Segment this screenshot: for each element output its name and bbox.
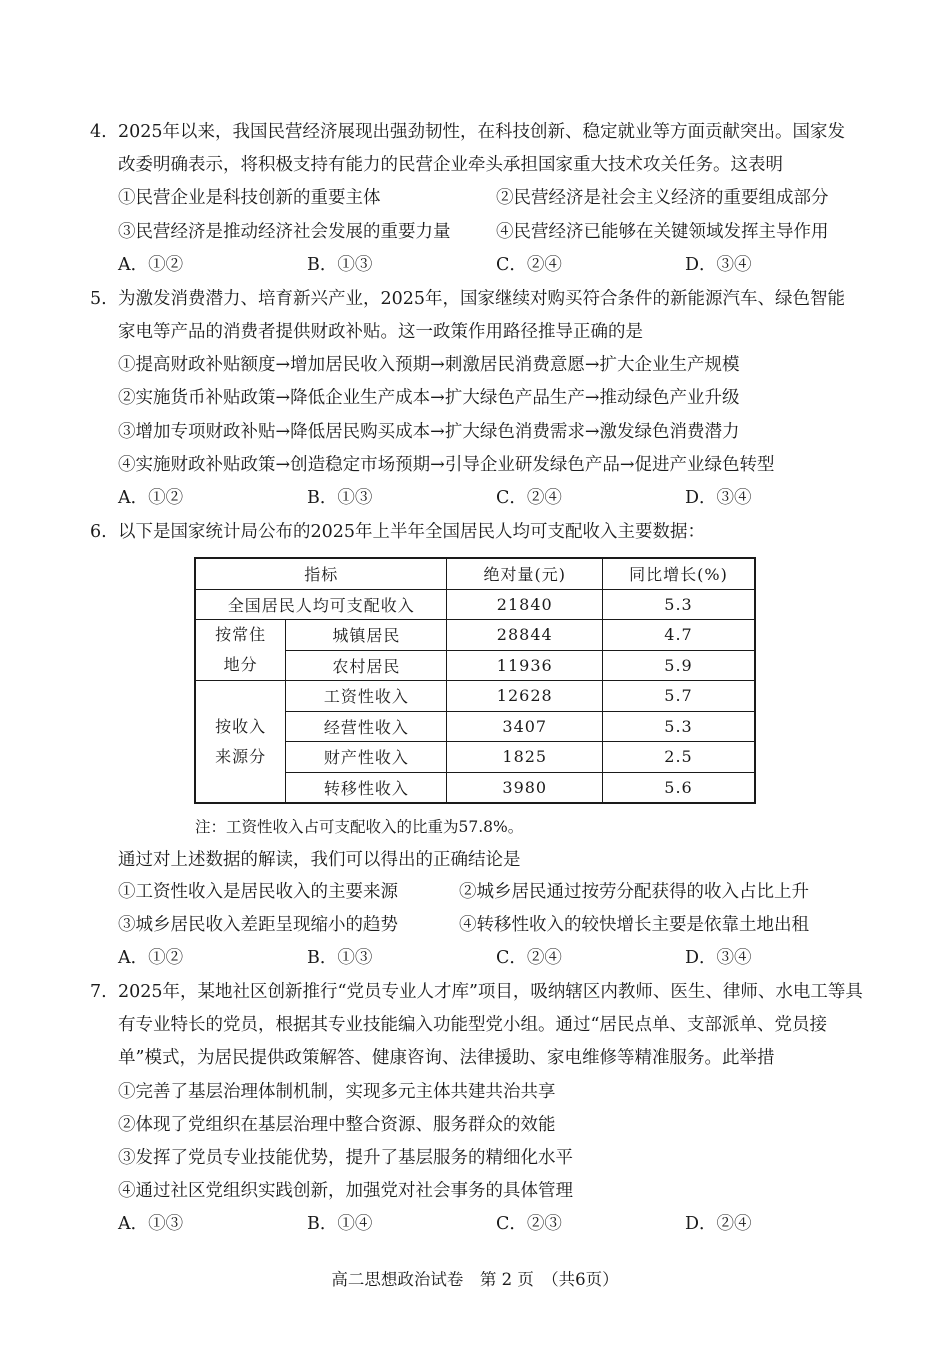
q4-statement-2: ②民营经济是社会主义经济的重要组成部分 xyxy=(496,188,829,208)
q7-option-d: D．②④ xyxy=(685,1214,752,1234)
q7-option-a: A．①③ xyxy=(118,1214,184,1234)
table-header-growth: 同比增长(%) xyxy=(603,558,755,589)
table-header-amount: 绝对量(元) xyxy=(447,558,603,589)
q7-stem-line-2: 有专业特长的党员，根据其专业技能编入功能型党小组。通过“居民点单、支部派单、党员接 xyxy=(118,1015,827,1035)
q5-number: 5. xyxy=(90,289,107,309)
q7-option-c: C．②③ xyxy=(496,1214,562,1234)
q6-intro: 以下是国家统计局公布的2025年上半年全国居民人均可支配收入主要数据： xyxy=(118,522,706,542)
table-group-label-residence xyxy=(195,620,286,681)
group-label-line: 地分 xyxy=(223,655,258,674)
q5-option-c: C．②④ xyxy=(496,488,562,508)
table-row-label: 城镇居民 xyxy=(286,620,447,651)
q4-statement-3: ③民营经济是推动经济社会发展的重要力量 xyxy=(118,222,451,242)
q6-option-c: C．②④ xyxy=(496,948,562,968)
q6-statement-2: ②城乡居民通过按劳分配获得的收入占比上升 xyxy=(459,882,809,902)
table-row-value: 21840 xyxy=(447,589,603,620)
q7-number: 7. xyxy=(90,982,107,1002)
q7-statement-4: ④通过社区党组织实践创新，加强党对社会事务的具体管理 xyxy=(118,1181,573,1201)
table-row xyxy=(195,620,755,651)
q4-statement-4: ④民营经济已能够在关键领域发挥主导作用 xyxy=(496,222,829,242)
q5-option-a: A．①② xyxy=(118,488,184,508)
q4-option-a: A．①② xyxy=(118,255,184,275)
q7-option-b: B．①④ xyxy=(307,1214,373,1234)
table-row-label: 全国居民人均可支配收入 xyxy=(195,589,447,620)
table-row-value: 12628 xyxy=(447,681,603,712)
table-row-growth: 5.6 xyxy=(603,772,755,803)
table-row-growth: 5.3 xyxy=(603,711,755,742)
q7-statement-3: ③发挥了党员专业技能优势，提升了基层服务的精细化水平 xyxy=(118,1148,573,1168)
table-row-growth: 5.7 xyxy=(603,681,755,712)
table-row-label: 财产性收入 xyxy=(286,742,447,773)
q4-option-c: C．②④ xyxy=(496,255,562,275)
table-row-growth: 5.3 xyxy=(603,589,755,620)
table-header-row xyxy=(195,558,755,589)
q6-number: 6. xyxy=(90,522,107,542)
q5-statement-3: ③增加专项财政补贴→降低居民购买成本→扩大绿色消费需求→激发绿色消费潜力 xyxy=(118,422,740,442)
q4-stem-line-1: 2025年以来，我国民营经济展现出强劲韧性，在科技创新、稳定就业等方面贡献突出。国家发 xyxy=(118,122,846,142)
q4-option-d: D．③④ xyxy=(685,255,752,275)
table-row xyxy=(195,589,755,620)
q7-statement-2: ②体现了党组织在基层治理中整合资源、服务群众的效能 xyxy=(118,1115,556,1135)
table-header-indicator: 指标 xyxy=(195,558,447,589)
income-table xyxy=(194,557,756,804)
q5-statement-4: ④实施财政补贴政策→创造稳定市场预期→引导企业研发绿色产品→促进产业绿色转型 xyxy=(118,455,775,475)
group-label-line: 按常住 xyxy=(215,625,267,644)
table-row-value: 28844 xyxy=(447,620,603,651)
q6-option-b: B．①③ xyxy=(307,948,373,968)
q5-statement-1: ①提高财政补贴额度→增加居民收入预期→刺激居民消费意愿→扩大企业生产规模 xyxy=(118,355,740,375)
q7-stem-line-3: 单”模式，为居民提供政策解答、健康咨询、法律援助、家电维修等精准服务。此举措 xyxy=(118,1048,775,1068)
table-row-label: 转移性收入 xyxy=(286,772,447,803)
q4-option-b: B．①③ xyxy=(307,255,373,275)
q5-statement-2: ②实施货币补贴政策→降低企业生产成本→扩大绿色产品生产→推动绿色产业升级 xyxy=(118,388,740,408)
q5-stem-line-1: 为激发消费潜力、培育新兴产业，2025年，国家继续对购买符合条件的新能源汽车、绿色智能 xyxy=(118,289,846,309)
table-note: 注：工资性收入占可支配收入的比重为57.8%。 xyxy=(195,818,524,836)
q6-statement-3: ③城乡居民收入差距呈现缩小的趋势 xyxy=(118,915,398,935)
table-row-value: 11936 xyxy=(447,650,603,681)
q4-statement-1: ①民营企业是科技创新的重要主体 xyxy=(118,188,381,208)
table-row-growth: 5.9 xyxy=(603,650,755,681)
table-row-value: 3980 xyxy=(447,772,603,803)
q7-stem-line-1: 2025年，某地社区创新推行“党员专业人才库”项目，吸纳辖区内教师、医生、律师、水电工等具 xyxy=(118,982,863,1002)
q5-option-d: D．③④ xyxy=(685,488,752,508)
q5-option-b: B．①③ xyxy=(307,488,373,508)
table-group-label-source xyxy=(195,681,286,804)
q6-option-a: A．①② xyxy=(118,948,184,968)
table-row-value: 3407 xyxy=(447,711,603,742)
q4-stem-line-2: 改委明确表示，将积极支持有能力的民营企业牵头承担国家重大技术攻关任务。这表明 xyxy=(118,155,783,175)
q5-stem-line-2: 家电等产品的消费者提供财政补贴。这一政策作用路径推导正确的是 xyxy=(118,322,643,342)
table-row-value: 1825 xyxy=(447,742,603,773)
group-label-line: 来源分 xyxy=(215,746,267,766)
page-footer: 高二思想政治试卷 第 2 页 （共6页） xyxy=(331,1270,619,1289)
q4-number: 4. xyxy=(90,122,107,142)
table-row-growth: 2.5 xyxy=(603,742,755,773)
q7-statement-1: ①完善了基层治理体制机制，实现多元主体共建共治共享 xyxy=(118,1082,556,1102)
group-label-line: 按收入 xyxy=(215,716,267,736)
table-row-growth: 4.7 xyxy=(603,620,755,651)
table-row-label: 经营性收入 xyxy=(286,711,447,742)
table-row xyxy=(195,681,755,712)
q6-question: 通过对上述数据的解读，我们可以得出的正确结论是 xyxy=(118,850,521,870)
q6-statement-1: ①工资性收入是居民收入的主要来源 xyxy=(118,882,398,902)
q6-option-d: D．③④ xyxy=(685,948,752,968)
table-row-label: 工资性收入 xyxy=(286,681,447,712)
table-row-label: 农村居民 xyxy=(286,650,447,681)
q6-statement-4: ④转移性收入的较快增长主要是依靠土地出租 xyxy=(459,915,809,935)
